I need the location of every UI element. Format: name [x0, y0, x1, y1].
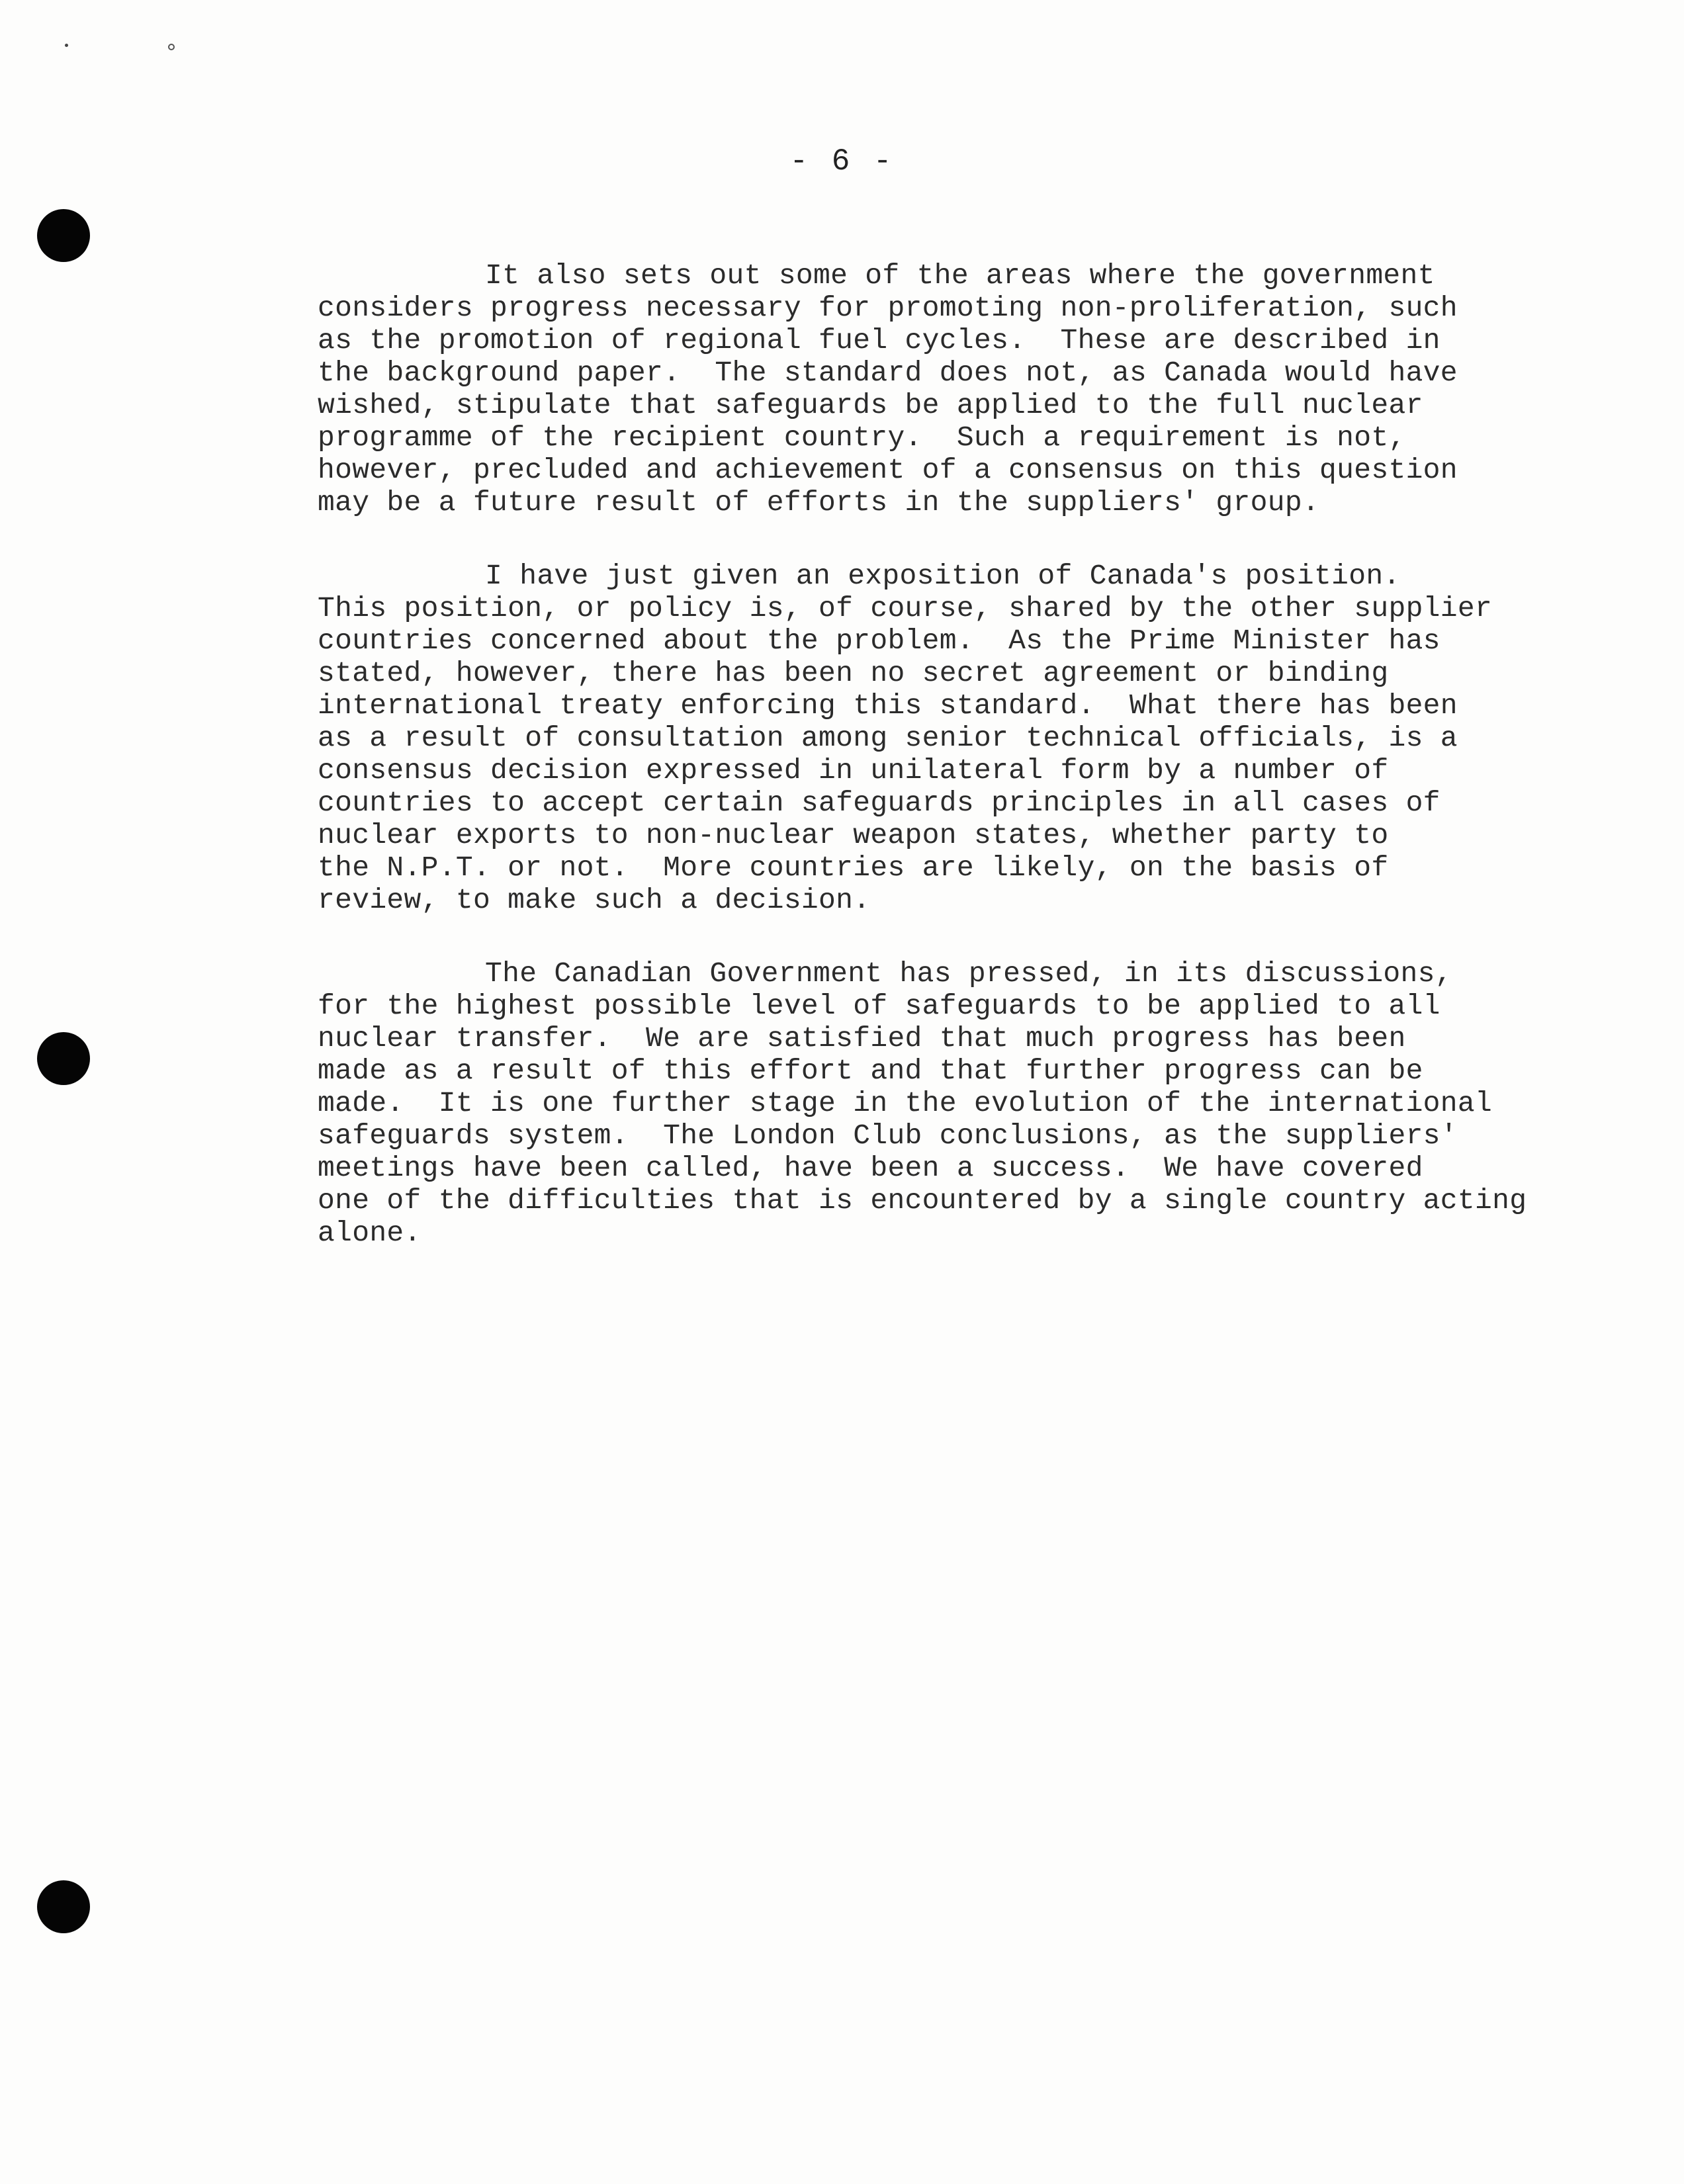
punch-hole-middle — [37, 1032, 90, 1085]
text-line: review, to make such a decision. — [318, 884, 871, 916]
text-line: countries concerned about the problem. As the Prime Minister has — [318, 625, 1440, 657]
punch-hole-top — [37, 209, 90, 262]
page-number: - 6 - — [789, 144, 895, 179]
text-line: I have just given an exposition of Canada's position. — [485, 560, 1401, 592]
text-line: for the highest possible level of safeguards to be applied to all — [318, 990, 1440, 1022]
paragraph-2 — [318, 560, 1493, 916]
text-line: safeguards system. The London Club conclusions, as the suppliers' — [318, 1119, 1458, 1152]
text-line: the N.P.T. or not. More countries are likely, on the basis of — [318, 852, 1389, 884]
text-line: stated, however, there has been no secret agreement or binding — [318, 657, 1389, 689]
text-line: made as a result of this effort and that further progress can be — [318, 1055, 1423, 1087]
text-line: may be a future result of efforts in the suppliers' group. — [318, 486, 1320, 519]
body-text — [318, 259, 1527, 1290]
text-line: It also sets out some of the areas where the government — [485, 259, 1435, 292]
paragraph-3 — [318, 957, 1527, 1249]
text-line: as a result of consultation among senior technical officials, is a — [318, 722, 1458, 754]
text-line: nuclear exports to non-nuclear weapon states, whether party to — [318, 819, 1389, 852]
text-line: programme of the recipient country. Such a requirement is not, — [318, 421, 1406, 454]
text-line: made. It is one further stage in the evolution of the international — [318, 1087, 1493, 1119]
text-line: considers progress necessary for promoting non-proliferation, such — [318, 292, 1458, 324]
punch-hole-bottom — [37, 1880, 90, 1933]
text-line: wished, stipulate that safeguards be applied to the full nuclear — [318, 389, 1423, 421]
text-line: the background paper. The standard does not, as Canada would have — [318, 357, 1458, 389]
text-line: This position, or policy is, of course, shared by the other supplier — [318, 592, 1493, 625]
text-line: nuclear transfer. We are satisfied that much progress has been — [318, 1022, 1406, 1055]
text-line: one of the difficulties that is encountered by a single country acting — [318, 1184, 1527, 1217]
text-line: international treaty enforcing this standard. What there has been — [318, 689, 1458, 722]
text-line: as the promotion of regional fuel cycles. These are described in — [318, 324, 1440, 357]
text-line: alone. — [318, 1217, 421, 1249]
text-line: consensus decision expressed in unilateral form by a number of — [318, 754, 1389, 787]
text-line: meetings have been called, have been a success. We have covered — [318, 1152, 1423, 1184]
text-line: however, precluded and achievement of a consensus on this question — [318, 454, 1458, 486]
text-line: countries to accept certain safeguards principles in all cases of — [318, 787, 1440, 819]
scan-speck — [65, 44, 68, 47]
scan-speck — [168, 44, 175, 50]
text-line: The Canadian Government has pressed, in its discussions, — [485, 957, 1452, 990]
paragraph-1 — [318, 259, 1482, 519]
